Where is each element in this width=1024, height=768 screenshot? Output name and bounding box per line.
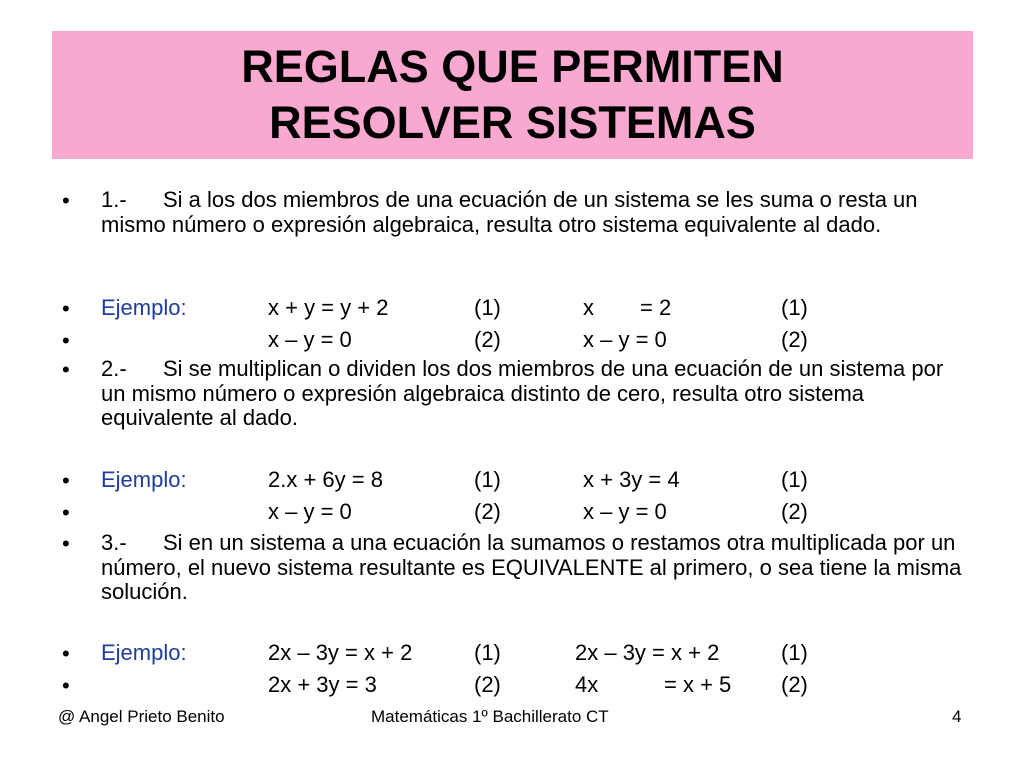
example-1-row-1: Ejemplo: x + y = y + 2 (1) x = 2 (1) <box>101 295 808 320</box>
example-1-row-2 <box>0 328 1024 358</box>
rule-3-paragraph <box>101 531 971 605</box>
equation: 2.x + 6y = 8 <box>268 467 383 492</box>
bullet-marker: • <box>62 296 70 321</box>
equivalent-equation: x – y = 0 <box>583 327 667 352</box>
rule-1-paragraph <box>101 188 971 237</box>
equation: 2x + 3y = 3 <box>268 672 377 697</box>
rule-2-text: Si se multiplican o dividen los dos miembros de una ecuación de un sistema por un mismo número o expresión algebraica distinto de cero, resulta otro sistema equivalente al dado. <box>101 356 944 430</box>
equation: x + y = y + 2 <box>268 295 389 320</box>
equivalent-equation: x – y = 0 <box>583 499 667 524</box>
rule-1-number: 1.- <box>101 187 127 212</box>
equivalent-equation-tag: (1) <box>781 640 808 665</box>
footer-page-number: 4 <box>952 707 962 726</box>
equivalent-equation-lhs: x <box>583 295 594 320</box>
equivalent-equation-rhs: = 2 <box>640 295 672 320</box>
equivalent-equation-tag: (2) <box>781 672 808 697</box>
bullet-marker: • <box>62 531 70 556</box>
equivalent-equation-lhs: 4x <box>575 672 599 697</box>
equivalent-equation-tag: (2) <box>781 499 808 524</box>
title-banner <box>52 31 973 159</box>
slide-title-line-2: RESOLVER SISTEMAS <box>269 97 756 148</box>
footer-author: @ Angel Prieto Benito <box>58 707 225 726</box>
equation: x – y = 0 <box>268 327 352 352</box>
equation-tag: (2) <box>474 327 501 352</box>
bullet-marker: • <box>62 673 70 698</box>
equation-tag: (2) <box>474 499 501 524</box>
rule-3-number: 3.- <box>101 530 127 555</box>
equivalent-equation-tag: (2) <box>781 327 808 352</box>
slide-title-line-1: REGLAS QUE PERMITEN <box>241 41 784 92</box>
equivalent-equation-tag: (1) <box>781 467 808 492</box>
equation-tag: (1) <box>474 467 501 492</box>
footer-course: Matemáticas 1º Bachillerato CT <box>371 707 609 726</box>
bullet-marker: • <box>62 328 70 353</box>
rule-3-text: Si en un sistema a una ecuación la sumamos o restamos otra multiplicada por un número, el nuevo sistema resultante es EQUIVALENTE al primero, o sea tiene la misma solución. <box>101 530 962 604</box>
bullet-marker: • <box>62 500 70 525</box>
bullet-marker: • <box>62 641 70 666</box>
equation: 2x – 3y = x + 2 <box>268 640 413 665</box>
example-2-row-1: Ejemplo: 2.x + 6y = 8 (1) x + 3y = 4 (1) <box>101 467 808 492</box>
equation-tag: (1) <box>474 640 501 665</box>
bullet-marker: • <box>62 188 70 213</box>
bullet-marker: • <box>62 357 70 382</box>
equivalent-equation: 2x – 3y = x + 2 <box>575 640 720 665</box>
equivalent-equation: x + 3y = 4 <box>583 467 680 492</box>
rule-1-text: Si a los dos miembros de una ecuación de un sistema se les suma o resta un mismo número o expresión algebraica, resulta otro sistema equivalente al dado. <box>101 187 918 237</box>
equation: x – y = 0 <box>268 499 352 524</box>
example-3-row-1: Ejemplo: 2x – 3y = x + 2 (1) 2x – 3y = x + 2 (1) <box>101 640 808 665</box>
rule-2-number: 2.- <box>101 356 127 381</box>
example-2-row-2 <box>0 500 1024 530</box>
equivalent-equation-rhs: = x + 5 <box>664 672 732 697</box>
bullet-marker: • <box>62 468 70 493</box>
example-3-row-2 <box>0 673 1024 703</box>
rule-2-paragraph <box>101 357 971 431</box>
equation-tag: (1) <box>474 295 501 320</box>
equation-tag: (2) <box>474 672 501 697</box>
equivalent-equation-tag: (1) <box>781 295 808 320</box>
